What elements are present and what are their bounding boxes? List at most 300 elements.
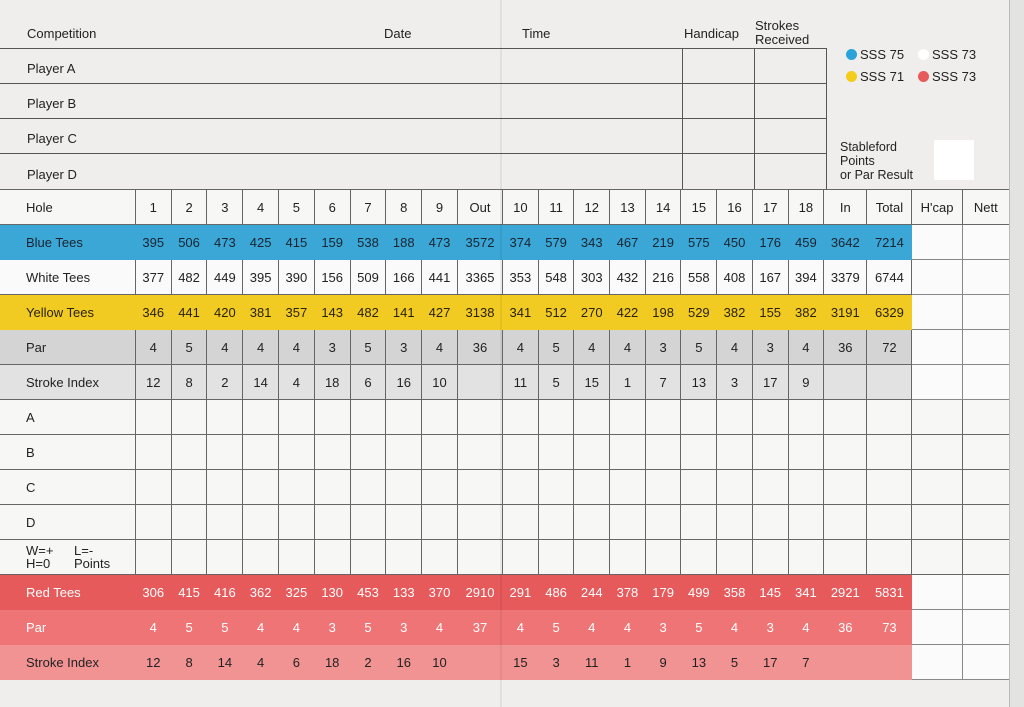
score-cell: 341 <box>503 295 539 330</box>
score-cell[interactable] <box>171 470 207 505</box>
score-cell: 357 <box>279 295 315 330</box>
score-cell[interactable] <box>538 400 574 435</box>
redsi-row <box>0 645 1010 680</box>
white-dot-icon <box>918 49 929 60</box>
score-cell[interactable] <box>962 540 1009 575</box>
score-cell: 155 <box>752 295 788 330</box>
score-cell[interactable] <box>645 400 681 435</box>
score-cell: 14 <box>243 365 279 400</box>
score-cell: 7 <box>645 365 681 400</box>
row-label: C <box>0 470 135 505</box>
score-cell[interactable] <box>457 540 502 575</box>
score-cell: 341 <box>788 575 824 610</box>
score-cell <box>912 575 962 610</box>
score-cell[interactable] <box>962 470 1009 505</box>
hole-number: 16 <box>717 190 753 225</box>
score-cell[interactable] <box>171 505 207 540</box>
score-cell: 17 <box>752 645 788 680</box>
score-cell[interactable] <box>574 470 610 505</box>
score-cell[interactable] <box>788 470 824 505</box>
score-cell: 5 <box>350 330 386 365</box>
score-cell[interactable] <box>574 540 610 575</box>
score-cell[interactable] <box>171 400 207 435</box>
score-cell: 509 <box>350 260 386 295</box>
score-cell: 5831 <box>867 575 912 610</box>
row-label: B <box>0 435 135 470</box>
score-cell: 244 <box>574 575 610 610</box>
score-cell[interactable] <box>135 505 171 540</box>
score-cell[interactable] <box>912 435 962 470</box>
legend-blue-label: SSS 75 <box>860 47 905 62</box>
score-cell: 18 <box>314 645 350 680</box>
score-cell: 377 <box>135 260 171 295</box>
score-cell: 7214 <box>867 225 912 260</box>
score-cell: 382 <box>788 295 824 330</box>
score-cell[interactable] <box>717 435 753 470</box>
score-cell <box>912 295 962 330</box>
score-cell[interactable] <box>717 540 753 575</box>
score-cell: 394 <box>788 260 824 295</box>
score-cell: 73 <box>867 610 912 645</box>
hole-number: 15 <box>681 190 717 225</box>
score-cell: 11 <box>574 645 610 680</box>
score-cell: 10 <box>422 645 458 680</box>
score-cell[interactable] <box>752 400 788 435</box>
score-cell[interactable] <box>135 400 171 435</box>
score-cell[interactable] <box>538 540 574 575</box>
score-cell[interactable] <box>314 400 350 435</box>
score-cell: 3572 <box>457 225 502 260</box>
score-cell[interactable] <box>135 470 171 505</box>
score-cell: 529 <box>681 295 717 330</box>
score-cell[interactable] <box>243 435 279 470</box>
row-label: Red Tees <box>0 575 135 610</box>
score-cell[interactable] <box>788 540 824 575</box>
score-cell: 3138 <box>457 295 502 330</box>
score-cell: 18 <box>314 365 350 400</box>
score-cell: 4 <box>279 365 315 400</box>
score-cell[interactable] <box>207 470 243 505</box>
header-divider <box>826 48 827 189</box>
score-cell: 13 <box>681 645 717 680</box>
score-cell[interactable] <box>207 505 243 540</box>
score-cell: 558 <box>681 260 717 295</box>
score-cell <box>962 575 1009 610</box>
score-cell: 145 <box>752 575 788 610</box>
score-cell: 4 <box>243 330 279 365</box>
score-cell: 4 <box>574 330 610 365</box>
score-cell[interactable] <box>681 435 717 470</box>
legend-white <box>918 47 976 62</box>
score-cell: 415 <box>279 225 315 260</box>
score-cell: 453 <box>350 575 386 610</box>
score-cell[interactable] <box>503 435 539 470</box>
score-cell[interactable] <box>279 505 315 540</box>
score-cell <box>962 365 1009 400</box>
score-cell: 188 <box>386 225 422 260</box>
score-cell[interactable] <box>574 435 610 470</box>
score-cell[interactable] <box>243 400 279 435</box>
score-cell: 16 <box>386 365 422 400</box>
score-cell[interactable] <box>717 470 753 505</box>
score-cell[interactable] <box>207 435 243 470</box>
score-cell <box>912 225 962 260</box>
strokes-label-line2: Received <box>755 32 810 47</box>
score-cell[interactable] <box>503 505 539 540</box>
score-cell: 1 <box>610 365 646 400</box>
score-cell[interactable] <box>645 470 681 505</box>
score-cell[interactable] <box>645 435 681 470</box>
score-cell[interactable] <box>457 435 502 470</box>
score-cell: 36 <box>824 330 867 365</box>
score-cell: 4 <box>135 330 171 365</box>
score-cell[interactable] <box>314 470 350 505</box>
score-cell: 506 <box>171 225 207 260</box>
score-cell[interactable] <box>610 540 646 575</box>
score-cell: 353 <box>503 260 539 295</box>
score-cell: 395 <box>135 225 171 260</box>
score-cell[interactable] <box>386 505 422 540</box>
score-cell: 8 <box>171 645 207 680</box>
score-cell[interactable] <box>243 505 279 540</box>
stableford-line1: Stableford <box>840 140 897 154</box>
legend-white-label: SSS 73 <box>932 47 977 62</box>
hole-number: 12 <box>574 190 610 225</box>
score-cell[interactable] <box>962 505 1009 540</box>
score-cell[interactable] <box>171 540 207 575</box>
score-cell[interactable] <box>350 470 386 505</box>
score-cell <box>912 610 962 645</box>
blue-dot-icon <box>846 49 857 60</box>
score-cell[interactable] <box>912 400 962 435</box>
score-cell: 133 <box>386 575 422 610</box>
score-cell <box>912 645 962 680</box>
score-cell[interactable] <box>574 505 610 540</box>
score-cell: 141 <box>386 295 422 330</box>
hole-number: 3 <box>207 190 243 225</box>
score-cell[interactable] <box>788 400 824 435</box>
score-cell: 270 <box>574 295 610 330</box>
score-cell[interactable] <box>503 470 539 505</box>
hole-number: 8 <box>386 190 422 225</box>
score-cell[interactable] <box>824 470 867 505</box>
score-cell[interactable] <box>135 540 171 575</box>
hole-number: Total <box>867 190 912 225</box>
score-cell[interactable] <box>538 435 574 470</box>
score-cell: 176 <box>752 225 788 260</box>
score-cell[interactable] <box>207 400 243 435</box>
strokes-received-label <box>755 19 809 47</box>
score-cell: 4 <box>279 330 315 365</box>
score-cell: 36 <box>457 330 502 365</box>
score-cell <box>962 610 1009 645</box>
score-cell: 4 <box>610 610 646 645</box>
score-cell: 2 <box>207 365 243 400</box>
score-cell: 303 <box>574 260 610 295</box>
score-cell: 1 <box>610 645 646 680</box>
score-cell: 4 <box>574 610 610 645</box>
score-cell[interactable] <box>717 400 753 435</box>
score-cell[interactable] <box>962 435 1009 470</box>
l-label: L=- <box>74 543 94 558</box>
score-cell[interactable] <box>279 540 315 575</box>
score-cell[interactable] <box>717 505 753 540</box>
score-cell: 12 <box>135 365 171 400</box>
score-cell <box>912 365 962 400</box>
score-cell: 15 <box>503 645 539 680</box>
score-cell: 441 <box>171 295 207 330</box>
score-cell[interactable] <box>610 505 646 540</box>
score-cell[interactable] <box>645 540 681 575</box>
score-cell: 381 <box>243 295 279 330</box>
score-cell[interactable] <box>788 505 824 540</box>
score-cell[interactable] <box>752 470 788 505</box>
score-cell: 306 <box>135 575 171 610</box>
header-line <box>0 48 826 49</box>
score-cell[interactable] <box>279 470 315 505</box>
score-cell: 370 <box>422 575 458 610</box>
score-cell: 7 <box>788 645 824 680</box>
score-cell: 166 <box>386 260 422 295</box>
player-c-label: Player C <box>27 131 77 146</box>
score-cell: 4 <box>422 330 458 365</box>
score-cell[interactable] <box>279 435 315 470</box>
score-cell[interactable] <box>752 540 788 575</box>
score-cell: 3 <box>386 330 422 365</box>
score-cell[interactable] <box>386 435 422 470</box>
score-cell <box>962 330 1009 365</box>
score-cell[interactable] <box>681 505 717 540</box>
score-cell[interactable] <box>681 540 717 575</box>
score-cell[interactable] <box>457 470 502 505</box>
score-cell: 12 <box>135 645 171 680</box>
strokes-label-line1: Strokes <box>755 18 800 33</box>
score-cell[interactable] <box>681 400 717 435</box>
score-cell <box>867 645 912 680</box>
score-cell[interactable] <box>422 400 458 435</box>
score-cell: 3191 <box>824 295 867 330</box>
score-cell: 473 <box>422 225 458 260</box>
score-cell: 482 <box>350 295 386 330</box>
score-cell <box>962 260 1009 295</box>
score-cell: 14 <box>207 645 243 680</box>
score-cell: 459 <box>788 225 824 260</box>
score-cell[interactable] <box>610 435 646 470</box>
score-cell <box>962 225 1009 260</box>
score-cell: 420 <box>207 295 243 330</box>
score-cell: 4 <box>135 610 171 645</box>
header-line <box>0 153 826 154</box>
score-cell: 9 <box>788 365 824 400</box>
score-cell[interactable] <box>610 470 646 505</box>
score-cell: 427 <box>422 295 458 330</box>
score-cell: 3642 <box>824 225 867 260</box>
stableford-box[interactable] <box>934 140 974 180</box>
score-cell[interactable] <box>171 435 207 470</box>
score-cell: 8 <box>171 365 207 400</box>
score-cell: 4 <box>422 610 458 645</box>
header-divider <box>682 48 683 189</box>
score-cell[interactable] <box>867 435 912 470</box>
score-cell[interactable] <box>752 435 788 470</box>
score-cell: 216 <box>645 260 681 295</box>
score-cell[interactable] <box>386 400 422 435</box>
score-cell[interactable] <box>824 540 867 575</box>
handicap-label: Handicap <box>684 26 739 41</box>
score-cell <box>962 645 1009 680</box>
score-cell: 13 <box>681 365 717 400</box>
score-cell: 16 <box>386 645 422 680</box>
score-cell[interactable] <box>243 540 279 575</box>
row-label: Yellow Tees <box>0 295 135 330</box>
competition-label: Competition <box>27 26 97 41</box>
player-b-label: Player B <box>27 96 77 111</box>
score-cell[interactable] <box>386 540 422 575</box>
score-cell: 4 <box>788 610 824 645</box>
score-cell[interactable] <box>962 400 1009 435</box>
score-cell[interactable] <box>538 505 574 540</box>
score-cell[interactable] <box>788 435 824 470</box>
par-row <box>0 330 1010 365</box>
score-cell[interactable] <box>386 470 422 505</box>
score-cell: 486 <box>538 575 574 610</box>
red-dot-icon <box>918 71 929 82</box>
header-line <box>0 83 826 84</box>
score-cell: 167 <box>752 260 788 295</box>
score-cell[interactable] <box>422 540 458 575</box>
score-cell: 499 <box>681 575 717 610</box>
row-label: Blue Tees <box>0 225 135 260</box>
score-cell: 575 <box>681 225 717 260</box>
score-cell[interactable] <box>457 400 502 435</box>
score-cell: 2910 <box>457 575 502 610</box>
score-cell[interactable] <box>912 470 962 505</box>
hole-number: 10 <box>503 190 539 225</box>
score-cell <box>457 365 502 400</box>
score-cell: 378 <box>610 575 646 610</box>
score-cell[interactable] <box>867 400 912 435</box>
score-cell: 482 <box>171 260 207 295</box>
score-cell[interactable] <box>503 540 539 575</box>
score-cell[interactable] <box>243 470 279 505</box>
stableford-line3: or Par Result <box>840 168 913 182</box>
score-cell: 358 <box>717 575 753 610</box>
score-cell[interactable] <box>824 400 867 435</box>
card-edge <box>1009 0 1024 707</box>
score-cell: 6329 <box>867 295 912 330</box>
score-cell[interactable] <box>314 540 350 575</box>
hole-number: Nett <box>962 190 1009 225</box>
score-cell: 5 <box>538 610 574 645</box>
wl-points-label <box>0 540 135 575</box>
score-cell: 343 <box>574 225 610 260</box>
score-cell[interactable] <box>824 435 867 470</box>
score-cell: 512 <box>538 295 574 330</box>
hole-number: 14 <box>645 190 681 225</box>
score-cell[interactable] <box>824 505 867 540</box>
score-cell[interactable] <box>574 400 610 435</box>
score-cell: 449 <box>207 260 243 295</box>
score-cell: 2921 <box>824 575 867 610</box>
score-cell[interactable] <box>422 505 458 540</box>
score-cell: 198 <box>645 295 681 330</box>
player-score-row <box>0 470 1010 505</box>
score-cell[interactable] <box>752 505 788 540</box>
row-label: A <box>0 400 135 435</box>
score-cell[interactable] <box>457 505 502 540</box>
hole-header-row <box>0 190 1010 225</box>
si-row <box>0 365 1010 400</box>
yellow-row <box>0 295 1010 330</box>
score-cell: 5 <box>538 330 574 365</box>
score-cell[interactable] <box>279 400 315 435</box>
score-cell: 5 <box>350 610 386 645</box>
player-a-label: Player A <box>27 61 76 76</box>
score-cell: 130 <box>314 575 350 610</box>
score-cell[interactable] <box>135 435 171 470</box>
score-cell: 219 <box>645 225 681 260</box>
score-cell: 425 <box>243 225 279 260</box>
score-cell[interactable] <box>207 540 243 575</box>
score-cell[interactable] <box>912 540 962 575</box>
score-cell[interactable] <box>867 540 912 575</box>
score-cell: 422 <box>610 295 646 330</box>
score-cell: 6744 <box>867 260 912 295</box>
score-cell[interactable] <box>538 470 574 505</box>
row-label: Stroke Index <box>0 365 135 400</box>
score-cell: 9 <box>645 645 681 680</box>
score-cell: 450 <box>717 225 753 260</box>
score-cell[interactable] <box>422 470 458 505</box>
score-cell[interactable] <box>610 400 646 435</box>
score-cell[interactable] <box>645 505 681 540</box>
score-cell[interactable] <box>350 540 386 575</box>
score-cell: 548 <box>538 260 574 295</box>
score-cell: 4 <box>610 330 646 365</box>
header-divider <box>754 48 755 189</box>
score-cell: 415 <box>171 575 207 610</box>
score-cell: 395 <box>243 260 279 295</box>
score-cell[interactable] <box>350 435 386 470</box>
score-cell[interactable] <box>867 470 912 505</box>
white-row <box>0 260 1010 295</box>
score-cell: 3 <box>645 330 681 365</box>
hole-number: 1 <box>135 190 171 225</box>
hole-number: 17 <box>752 190 788 225</box>
score-cell: 4 <box>717 610 753 645</box>
score-cell[interactable] <box>422 435 458 470</box>
score-cell: 4 <box>279 610 315 645</box>
score-cell[interactable] <box>681 470 717 505</box>
score-cell: 4 <box>207 330 243 365</box>
yellow-dot-icon <box>846 71 857 82</box>
score-cell: 390 <box>279 260 315 295</box>
score-cell[interactable] <box>503 400 539 435</box>
score-cell[interactable] <box>350 505 386 540</box>
score-cell <box>457 645 502 680</box>
score-cell[interactable] <box>867 505 912 540</box>
score-cell[interactable] <box>314 435 350 470</box>
player-score-row <box>0 400 1010 435</box>
score-cell: 441 <box>422 260 458 295</box>
score-cell: 4 <box>503 610 539 645</box>
score-cell[interactable] <box>912 505 962 540</box>
card-fold <box>500 0 502 707</box>
score-cell[interactable] <box>350 400 386 435</box>
score-cell: 159 <box>314 225 350 260</box>
score-cell: 3379 <box>824 260 867 295</box>
score-cell[interactable] <box>314 505 350 540</box>
